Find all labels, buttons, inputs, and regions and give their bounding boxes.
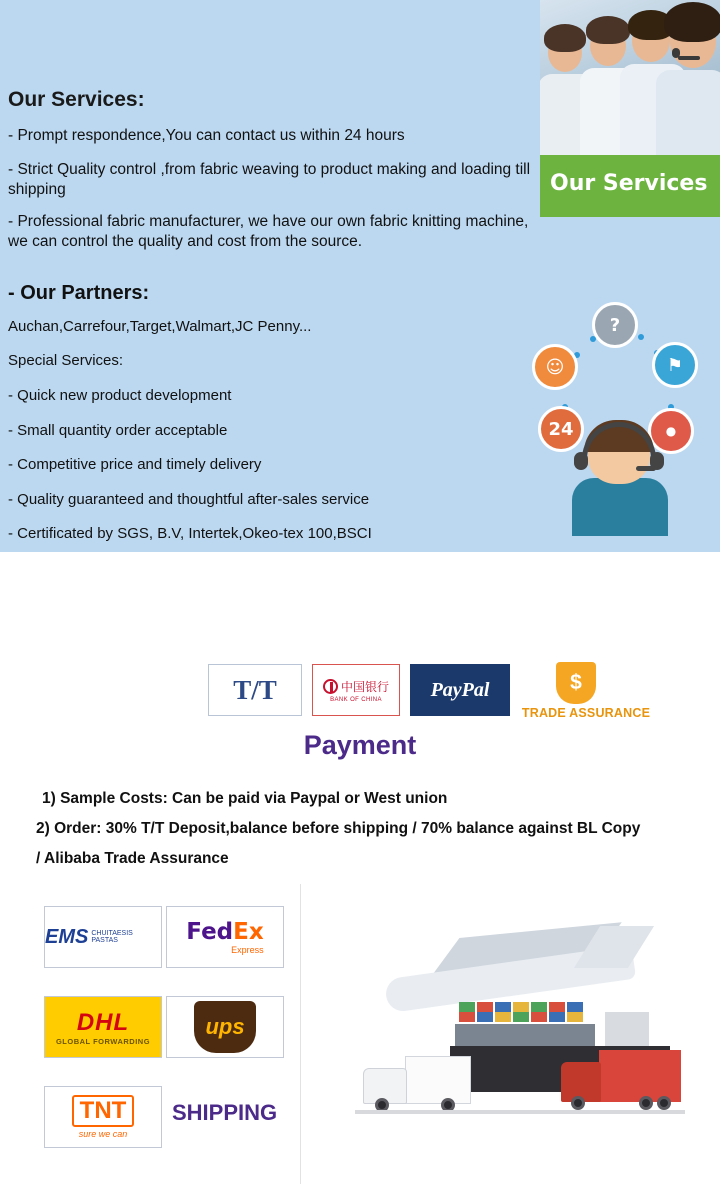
shipping-label: SHIPPING (172, 1100, 278, 1125)
paypal-logo (410, 664, 510, 716)
tnt-sub-label: sure we can (78, 1129, 128, 1139)
shipping-illustration (355, 904, 685, 1154)
dollar-sign-icon: $ (570, 671, 582, 694)
customer-service-photo (540, 0, 720, 155)
bubble-24h-icon (538, 406, 584, 452)
boc-mark-icon (323, 679, 338, 694)
payment-section (0, 552, 720, 874)
boc-chinese-label: 中国银行 (340, 679, 389, 694)
customer-support-illustration (528, 296, 714, 536)
payment-title: Payment (303, 730, 417, 760)
payment-logos (208, 662, 652, 718)
ems-label: EMS (45, 925, 89, 948)
agent-body (572, 478, 668, 536)
tnt-logo (44, 1086, 162, 1148)
dhl-logo (44, 996, 162, 1058)
ups-label: ups (205, 1014, 245, 1039)
our-services-banner (540, 155, 720, 217)
partners-list: Auchan,Carrefour,Target,Walmart,JC Penny... (8, 318, 312, 335)
bubble-chat-label: ● (665, 424, 677, 438)
bank-of-china-logo (312, 664, 400, 716)
fedex-sub-label: Express (231, 945, 264, 955)
ems-sub-label: CHUITAESIS PASTAS (91, 930, 133, 944)
special-services-title: Special Services: (8, 352, 124, 369)
shipping-section (0, 874, 720, 1196)
bubble-smiley-icon (532, 344, 578, 390)
bubble-24h-label: 24 (548, 418, 574, 440)
special-item-4: - Quality guaranteed and thoughtful after-sales service (8, 491, 370, 508)
bubble-smiley-label: ☺ (545, 356, 565, 378)
service-line-3: - Professional fabric manufacturer, we have our own fabric knitting machine, we can control the quality and cost from the source. (8, 213, 529, 251)
bubble-question-icon (592, 302, 638, 348)
ups-logo (166, 996, 284, 1058)
paypal-logo-label: PayPal (430, 678, 490, 701)
fedex-label-1: Fed (186, 919, 234, 945)
boc-english-label: BANK OF CHINA (330, 696, 382, 703)
tt-logo-label: T/T (233, 674, 277, 705)
services-section (0, 0, 720, 552)
payment-term-3: / Alibaba Trade Assurance (36, 850, 229, 867)
payment-term-2: 2) Order: 30% T/T Deposit,balance before shipping / 70% balance against BL Copy (36, 820, 641, 837)
bubble-cursor-icon (652, 342, 698, 388)
special-item-1: - Quick new product development (8, 387, 232, 404)
service-line-1: - Prompt respondence,You can contact us within 24 hours (8, 127, 405, 144)
microphone-icon (636, 466, 656, 471)
services-title: Our Services: (8, 88, 145, 111)
bubble-chat-icon (648, 408, 694, 454)
payment-term-1: 1) Sample Costs: Can be paid via Paypal or West union (42, 790, 448, 807)
bubble-question-label: ? (609, 314, 621, 336)
special-item-5: - Certificated by SGS, B.V, Intertek,Okeo-tex 100,BSCI (8, 525, 372, 542)
fedex-label-2: Ex (233, 919, 264, 945)
partners-title: - Our Partners: (8, 282, 150, 304)
bubble-cursor-label: ⚑ (666, 354, 684, 376)
section-divider (300, 884, 301, 1184)
ems-logo (44, 906, 162, 968)
trade-assurance-shield-icon (556, 662, 596, 704)
special-item-3: - Competitive price and timely delivery (8, 456, 262, 473)
trade-assurance-logo (520, 662, 652, 718)
dhl-label: DHL (76, 1008, 130, 1036)
tt-logo (208, 664, 302, 716)
tnt-label: TNT (72, 1095, 135, 1127)
fedex-logo (166, 906, 284, 968)
special-item-2: - Small quantity order acceptable (8, 422, 228, 439)
our-services-banner-label: Our Services (550, 171, 708, 196)
trade-assurance-label: TRADE ASSURANCE (521, 706, 651, 720)
dhl-sub-label: GLOBAL FORWARDING (55, 1036, 151, 1046)
service-line-2: - Strict Quality control ,from fabric weaving to product making and loading till shipping (8, 161, 531, 199)
